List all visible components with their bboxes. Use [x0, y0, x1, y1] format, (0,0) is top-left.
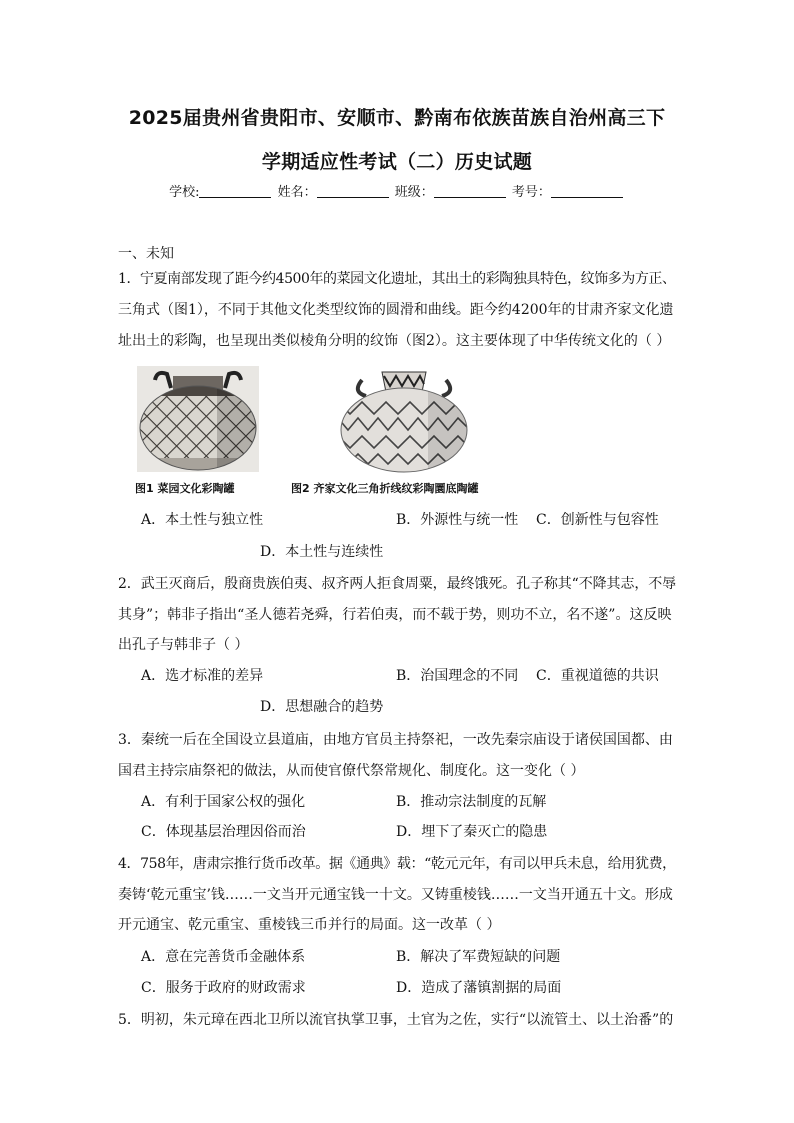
q3-option-b[interactable]: B．推动宗法制度的瓦解	[396, 794, 547, 810]
school-blank[interactable]	[199, 185, 271, 198]
q3-line2: 国君主持宗庙祭祀的做法，从而使官僚代祭常规化、制度化。这一变化（ ）	[118, 763, 585, 779]
q5-line1: 5．明初，朱元璋在西北卫所以流官执掌卫事，土官为之佐，实行“以流管土、以土治番”的	[118, 1012, 674, 1028]
q4-line1: 4．758年，唐肃宗推行货币改革。据《通典》载：“乾元元年，有司以甲兵未息，给用犹费，	[118, 856, 676, 872]
figure1-pottery-jar-image	[137, 366, 259, 472]
class-blank[interactable]	[434, 185, 506, 198]
q4-line3: 开元通宝、乾元重宝、重棱钱三币并行的局面。这一改革（ ）	[118, 917, 501, 933]
student-info-fields	[0, 181, 794, 200]
q2-option-c[interactable]: C．重视道德的共识	[536, 668, 659, 684]
q1-option-b[interactable]: B．外源性与统一性	[396, 512, 519, 528]
q4-option-c[interactable]: C．服务于政府的财政需求	[141, 980, 306, 996]
q2-option-a[interactable]: A．选才标准的差异	[141, 668, 264, 684]
exam-number-label: 考号：	[511, 185, 551, 200]
q1-option-c[interactable]: C．创新性与包容性	[536, 512, 659, 528]
q4-line2: 奏铸‘乾元重宝’钱……一文当开元通宝钱一十文。又铸重棱钱……一文当开通五十文。形成	[118, 887, 673, 903]
name-label: 姓名：	[277, 185, 317, 200]
q2-line2: 其身”；韩非子指出“圣人德若尧舜，行若伯夷，而不载于势，则功不立，名不遂”。这反映	[118, 607, 672, 623]
q4-option-b[interactable]: B．解决了军费短缺的问题	[396, 949, 561, 965]
figure2-pottery-jar-image	[338, 362, 470, 474]
q2-line3: 出孔子与韩非子（ ）	[118, 637, 249, 653]
name-blank[interactable]	[317, 185, 389, 198]
figure1-caption: 图1 菜园文化彩陶罐	[135, 482, 235, 495]
q3-line1: 3．秦统一后在全国设立县道庙，由地方官员主持祭祀，一改先秦宗庙设于诸侯国国都、由	[118, 732, 673, 748]
school-label: 学校:	[169, 185, 200, 200]
exam-number-blank[interactable]	[551, 185, 623, 198]
q1-option-d[interactable]: D．本土性与连续性	[260, 544, 384, 560]
q3-option-c[interactable]: C．体现基层治理因俗而治	[141, 824, 306, 840]
figure2-caption: 图2 齐家文化三角折线纹彩陶圜底陶罐	[291, 482, 479, 495]
q2-line1: 2．武王灭商后，殷商贵族伯夷、叔齐两人拒食周粟，最终饿死。孔子称其“不降其志，不辱	[118, 576, 677, 592]
q1-option-a[interactable]: A．本土性与独立性	[141, 512, 264, 528]
q3-option-a[interactable]: A．有利于国家公权的强化	[141, 794, 306, 810]
q1-line3: 址出土的彩陶，也呈现出类似棱角分明的纹饰（图2）。这主要体现了中华传统文化的（ ）	[118, 333, 671, 349]
q1-line2: 三角式（图1），不同于其他文化类型纹饰的圆滑和曲线。距今约4200年的甘肃齐家文化遗	[118, 302, 674, 318]
q4-option-d[interactable]: D．造成了藩镇割据的局面	[396, 980, 562, 996]
class-label: 班级：	[394, 185, 434, 200]
q3-option-d[interactable]: D．埋下了秦灭亡的隐患	[396, 824, 548, 840]
exam-title-line2: 学期适应性考试（二）历史试题	[261, 151, 533, 173]
q2-option-b[interactable]: B．治国理念的不同	[396, 668, 519, 684]
section-title: 一、未知	[118, 246, 174, 262]
q4-option-a[interactable]: A．意在完善货币金融体系	[141, 949, 306, 965]
exam-title-line1: 2025届贵州省贵阳市、安顺市、黔南布依族苗族自治州高三下	[128, 107, 666, 129]
q2-option-d[interactable]: D．思想融合的趋势	[260, 699, 384, 715]
q1-line1: 1．宁夏南部发现了距今约4500年的菜园文化遗址，其出土的彩陶独具特色，纹饰多为方正、	[118, 271, 676, 287]
